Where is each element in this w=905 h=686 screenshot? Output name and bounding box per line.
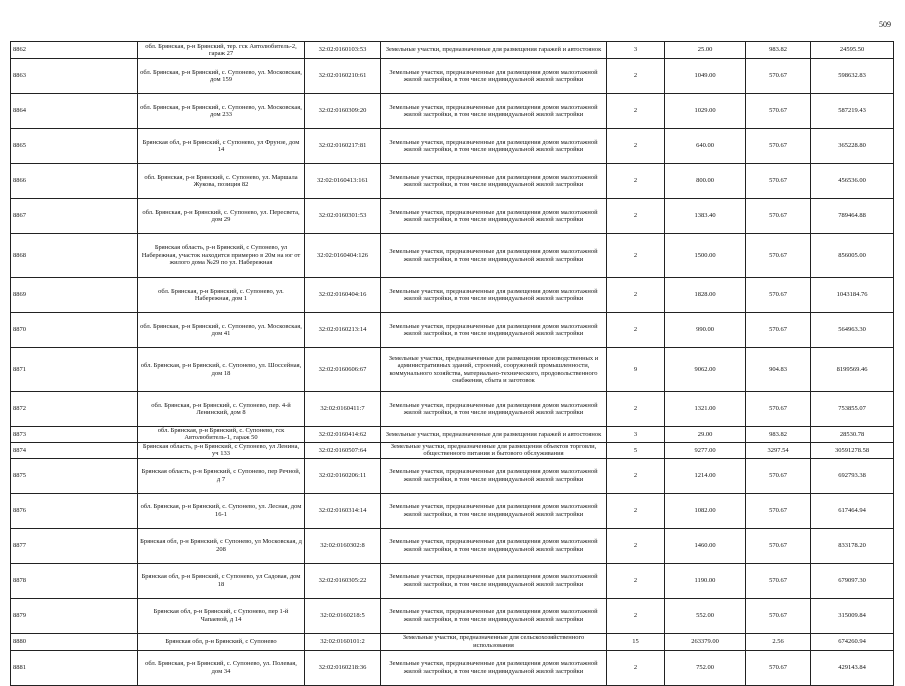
table-row xyxy=(11,493,894,528)
land-use-cell: Земельные участки, предназначенные для сельскохозяйственного использования xyxy=(381,633,607,650)
cost-cell: 692793.38 xyxy=(811,458,894,493)
address-cell: Брянская обл, р-н Брянский, с Супонево, ул Фрунзе, дом 14 xyxy=(138,129,305,164)
cadastral-number-cell: 32:02:0160305:22 xyxy=(305,563,381,598)
rate-cell: 570.67 xyxy=(746,313,811,348)
group-cell: 2 xyxy=(607,598,665,633)
table-row xyxy=(11,234,894,278)
rate-cell: 904.83 xyxy=(746,348,811,392)
rate-cell: 570.67 xyxy=(746,278,811,313)
area-cell: 1049.00 xyxy=(665,59,746,94)
rate-cell: 570.67 xyxy=(746,650,811,685)
address-cell: обл. Брянская, р-н Брянский, с. Супонево, ул. Набережная, дом 1 xyxy=(138,278,305,313)
cadastral-number-cell: 32:02:0160302:8 xyxy=(305,528,381,563)
area-cell: 1190.00 xyxy=(665,563,746,598)
row-number: 8878 xyxy=(11,563,138,598)
row-number: 8867 xyxy=(11,199,138,234)
table-row xyxy=(11,650,894,685)
cadastral-number-cell: 32:02:0160213:14 xyxy=(305,313,381,348)
area-cell: 640.00 xyxy=(665,129,746,164)
cadastral-number-cell: 32:02:0160101:2 xyxy=(305,633,381,650)
table-row xyxy=(11,348,894,392)
row-number: 8869 xyxy=(11,278,138,313)
cost-cell: 1043184.76 xyxy=(811,278,894,313)
row-number: 8875 xyxy=(11,458,138,493)
row-number: 8879 xyxy=(11,598,138,633)
area-cell: 1383.40 xyxy=(665,199,746,234)
cost-cell: 753855.07 xyxy=(811,392,894,427)
group-cell: 5 xyxy=(607,442,665,458)
rate-cell: 570.67 xyxy=(746,94,811,129)
rate-cell: 570.67 xyxy=(746,392,811,427)
area-cell: 9062.00 xyxy=(665,348,746,392)
land-use-cell: Земельные участки, предназначенные для размещения домов малоэтажной жилой застройки, в том числе индивидуальной жилой застройки xyxy=(381,199,607,234)
cost-cell: 679097.30 xyxy=(811,563,894,598)
cost-cell: 833178.20 xyxy=(811,528,894,563)
area-cell: 1029.00 xyxy=(665,94,746,129)
cadastral-number-cell: 32:02:0160404:126 xyxy=(305,234,381,278)
row-number: 8881 xyxy=(11,650,138,685)
group-cell: 2 xyxy=(607,563,665,598)
row-number: 8862 xyxy=(11,42,138,59)
address-cell: Брянская область, р-н Брянский, с Супонево, ул Ленина, уч 133 xyxy=(138,442,305,458)
group-cell: 2 xyxy=(607,59,665,94)
address-cell: обл. Брянская, р-н Брянский, с. Супонево, ул. Московская, дом 159 xyxy=(138,59,305,94)
group-cell: 2 xyxy=(607,313,665,348)
rate-cell: 570.67 xyxy=(746,234,811,278)
area-cell: 1460.00 xyxy=(665,528,746,563)
cost-cell: 856005.00 xyxy=(811,234,894,278)
address-cell: обл. Брянская, р-н Брянский, с. Супонево, ул. Московская, дом 41 xyxy=(138,313,305,348)
land-use-cell: Земельные участки, предназначенные для размещения гаражей и автостоянок xyxy=(381,427,607,443)
land-use-cell: Земельные участки, предназначенные для размещения домов малоэтажной жилой застройки, в том числе индивидуальной жилой застройки xyxy=(381,164,607,199)
cost-cell: 564963.30 xyxy=(811,313,894,348)
cost-cell: 587219.43 xyxy=(811,94,894,129)
land-use-cell: Земельные участки, предназначенные для размещения домов малоэтажной жилой застройки, в том числе индивидуальной жилой застройки xyxy=(381,278,607,313)
area-cell: 1214.00 xyxy=(665,458,746,493)
rate-cell: 570.67 xyxy=(746,563,811,598)
address-cell: Брянская обл, р-н Брянский, с Супонево, ул Садовая, дом 18 xyxy=(138,563,305,598)
rate-cell: 983.82 xyxy=(746,42,811,59)
group-cell: 2 xyxy=(607,199,665,234)
area-cell: 990.00 xyxy=(665,313,746,348)
group-cell: 15 xyxy=(607,633,665,650)
cadastral-number-cell: 32:02:0160103:53 xyxy=(305,42,381,59)
address-cell: обл. Брянская, р-н Брянский, с. Супонево, ул. Московская, дом 233 xyxy=(138,94,305,129)
land-use-cell: Земельные участки, предназначенные для размещения домов малоэтажной жилой застройки, в том числе индивидуальной жилой застройки xyxy=(381,129,607,164)
cost-cell: 30591278.58 xyxy=(811,442,894,458)
land-use-cell: Земельные участки, предназначенные для размещения домов малоэтажной жилой застройки, в том числе индивидуальной жилой застройки xyxy=(381,458,607,493)
land-use-cell: Земельные участки, предназначенные для размещения объектов торговли, общественного питания и бытового обслуживания xyxy=(381,442,607,458)
address-cell: Брянская обл, р-н Брянский, с Супонево xyxy=(138,633,305,650)
rate-cell: 570.67 xyxy=(746,528,811,563)
area-cell: 552.00 xyxy=(665,598,746,633)
group-cell: 2 xyxy=(607,458,665,493)
cadastral-number-cell: 32:02:0160217:81 xyxy=(305,129,381,164)
cost-cell: 456536.00 xyxy=(811,164,894,199)
table-row xyxy=(11,427,894,443)
group-cell: 2 xyxy=(607,234,665,278)
cadastral-number-cell: 32:02:0160206:11 xyxy=(305,458,381,493)
group-cell: 3 xyxy=(607,42,665,59)
cost-cell: 24595.50 xyxy=(811,42,894,59)
land-use-cell: Земельные участки, предназначенные для размещения домов малоэтажной жилой застройки, в том числе индивидуальной жилой застройки xyxy=(381,528,607,563)
cost-cell: 8199569.46 xyxy=(811,348,894,392)
rate-cell: 2.56 xyxy=(746,633,811,650)
group-cell: 9 xyxy=(607,348,665,392)
group-cell: 2 xyxy=(607,493,665,528)
table-row xyxy=(11,458,894,493)
land-use-cell: Земельные участки, предназначенные для размещения домов малоэтажной жилой застройки, в том числе индивидуальной жилой застройки xyxy=(381,313,607,348)
group-cell: 2 xyxy=(607,278,665,313)
rate-cell: 570.67 xyxy=(746,598,811,633)
land-use-cell: Земельные участки, предназначенные для размещения домов малоэтажной жилой застройки, в том числе индивидуальной жилой застройки xyxy=(381,493,607,528)
cost-cell: 617464.94 xyxy=(811,493,894,528)
cadastral-number-cell: 32:02:0160218:5 xyxy=(305,598,381,633)
area-cell: 1082.00 xyxy=(665,493,746,528)
row-number: 8865 xyxy=(11,129,138,164)
row-number: 8874 xyxy=(11,442,138,458)
cadastral-number-cell: 32:02:0160301:53 xyxy=(305,199,381,234)
table-row xyxy=(11,392,894,427)
rate-cell: 3297.54 xyxy=(746,442,811,458)
cadastral-value-table xyxy=(10,41,894,686)
cost-cell: 674260.94 xyxy=(811,633,894,650)
land-use-cell: Земельные участки, предназначенные для размещения домов малоэтажной жилой застройки, в том числе индивидуальной жилой застройки xyxy=(381,392,607,427)
group-cell: 2 xyxy=(607,164,665,199)
row-number: 8880 xyxy=(11,633,138,650)
address-cell: Брянская обл, р-н Брянский, с Супонево, пер 1-й Чапаевой, д 14 xyxy=(138,598,305,633)
land-use-cell: Земельные участки, предназначенные для размещения производственных и административных зданий, строений, сооружений промышленности, коммунального хозяйства, материально-технического, продовольственного снабжения, сбыта и заготовок xyxy=(381,348,607,392)
rate-cell: 570.67 xyxy=(746,129,811,164)
cost-cell: 429143.84 xyxy=(811,650,894,685)
cost-cell: 365228.80 xyxy=(811,129,894,164)
row-number: 8877 xyxy=(11,528,138,563)
row-number: 8872 xyxy=(11,392,138,427)
cadastral-number-cell: 32:02:0160309:20 xyxy=(305,94,381,129)
area-cell: 263379.00 xyxy=(665,633,746,650)
table-row xyxy=(11,199,894,234)
table-row xyxy=(11,59,894,94)
rate-cell: 570.67 xyxy=(746,199,811,234)
table-row xyxy=(11,42,894,59)
cadastral-number-cell: 32:02:0160218:36 xyxy=(305,650,381,685)
area-cell: 1828.00 xyxy=(665,278,746,313)
address-cell: Брянская область, р-н Брянский, с Супонево, пер Речной, д 7 xyxy=(138,458,305,493)
cost-cell: 789464.88 xyxy=(811,199,894,234)
area-cell: 1321.00 xyxy=(665,392,746,427)
group-cell: 2 xyxy=(607,650,665,685)
table-row xyxy=(11,442,894,458)
rate-cell: 983.82 xyxy=(746,427,811,443)
area-cell: 29.00 xyxy=(665,427,746,443)
rate-cell: 570.67 xyxy=(746,164,811,199)
page-number: 509 xyxy=(879,20,891,29)
address-cell: обл. Брянская, р-н Брянский, с. Супонево, пер. 4-й Ленинский, дом 8 xyxy=(138,392,305,427)
area-cell: 25.00 xyxy=(665,42,746,59)
land-use-cell: Земельные участки, предназначенные для размещения домов малоэтажной жилой застройки, в том числе индивидуальной жилой застройки xyxy=(381,234,607,278)
address-cell: Брянская область, р-н Брянский, с Супонево, ул Набережная, участок находится примерно в 20м на юг от жилого дома №29 по ул. Набережная xyxy=(138,234,305,278)
land-use-cell: Земельные участки, предназначенные для размещения домов малоэтажной жилой застройки, в том числе индивидуальной жилой застройки xyxy=(381,650,607,685)
rate-cell: 570.67 xyxy=(746,493,811,528)
row-number: 8876 xyxy=(11,493,138,528)
row-number: 8868 xyxy=(11,234,138,278)
cost-cell: 28530.78 xyxy=(811,427,894,443)
row-number: 8866 xyxy=(11,164,138,199)
row-number: 8863 xyxy=(11,59,138,94)
cadastral-number-cell: 32:02:0160411:7 xyxy=(305,392,381,427)
table-row xyxy=(11,598,894,633)
address-cell: Брянская обл, р-н Брянский, с Супонево, ул Московская, д 208 xyxy=(138,528,305,563)
rate-cell: 570.67 xyxy=(746,59,811,94)
group-cell: 2 xyxy=(607,129,665,164)
cost-cell: 315009.84 xyxy=(811,598,894,633)
table-row xyxy=(11,94,894,129)
table-row xyxy=(11,164,894,199)
area-cell: 752.00 xyxy=(665,650,746,685)
table-row xyxy=(11,528,894,563)
address-cell: обл. Брянская, р-н Брянский, с. Супонево, ул. Шоссейная, дом 18 xyxy=(138,348,305,392)
table-row xyxy=(11,563,894,598)
cadastral-number-cell: 32:02:0160314:14 xyxy=(305,493,381,528)
cadastral-number-cell: 32:02:0160413:161 xyxy=(305,164,381,199)
rate-cell: 570.67 xyxy=(746,458,811,493)
group-cell: 2 xyxy=(607,528,665,563)
row-number: 8873 xyxy=(11,427,138,443)
row-number: 8871 xyxy=(11,348,138,392)
address-cell: обл. Брянская, р-н Брянский, с. Супонево, ул. Полевая, дом 34 xyxy=(138,650,305,685)
area-cell: 9277.00 xyxy=(665,442,746,458)
land-use-cell: Земельные участки, предназначенные для размещения домов малоэтажной жилой застройки, в том числе индивидуальной жилой застройки xyxy=(381,563,607,598)
cadastral-number-cell: 32:02:0160606:67 xyxy=(305,348,381,392)
row-number: 8864 xyxy=(11,94,138,129)
group-cell: 2 xyxy=(607,94,665,129)
land-use-cell: Земельные участки, предназначенные для размещения домов малоэтажной жилой застройки, в том числе индивидуальной жилой застройки xyxy=(381,94,607,129)
table-row xyxy=(11,633,894,650)
table-row xyxy=(11,129,894,164)
address-cell: обл. Брянская, р-н Брянский, с. Супонево, ул. Лесная, дом 16-1 xyxy=(138,493,305,528)
land-use-cell: Земельные участки, предназначенные для размещения домов малоэтажной жилой застройки, в том числе индивидуальной жилой застройки xyxy=(381,59,607,94)
address-cell: обл. Брянская, р-н Брянский, с. Супонево, ул. Маршала Жукова, позиция 82 xyxy=(138,164,305,199)
land-use-cell: Земельные участки, предназначенные для размещения домов малоэтажной жилой застройки, в том числе индивидуальной жилой застройки xyxy=(381,598,607,633)
area-cell: 800.00 xyxy=(665,164,746,199)
group-cell: 3 xyxy=(607,427,665,443)
cadastral-number-cell: 32:02:0160507:64 xyxy=(305,442,381,458)
group-cell: 2 xyxy=(607,392,665,427)
cost-cell: 598632.83 xyxy=(811,59,894,94)
land-use-cell: Земельные участки, предназначенные для размещения гаражей и автостоянок xyxy=(381,42,607,59)
area-cell: 1500.00 xyxy=(665,234,746,278)
address-cell: обл. Брянская, р-н Брянский, тер. гск Автолюбитель-2, гараж 27 xyxy=(138,42,305,59)
cadastral-number-cell: 32:02:0160414:62 xyxy=(305,427,381,443)
cadastral-number-cell: 32:02:0160404:16 xyxy=(305,278,381,313)
row-number: 8870 xyxy=(11,313,138,348)
table-row xyxy=(11,278,894,313)
address-cell: обл. Брянская, р-н Брянский, с. Супонево, гск Автолюбитель-1, гараж 50 xyxy=(138,427,305,443)
cadastral-number-cell: 32:02:0160210:61 xyxy=(305,59,381,94)
address-cell: обл. Брянская, р-н Брянский, с. Супонево, ул. Пересвета, дом 29 xyxy=(138,199,305,234)
table-row xyxy=(11,313,894,348)
